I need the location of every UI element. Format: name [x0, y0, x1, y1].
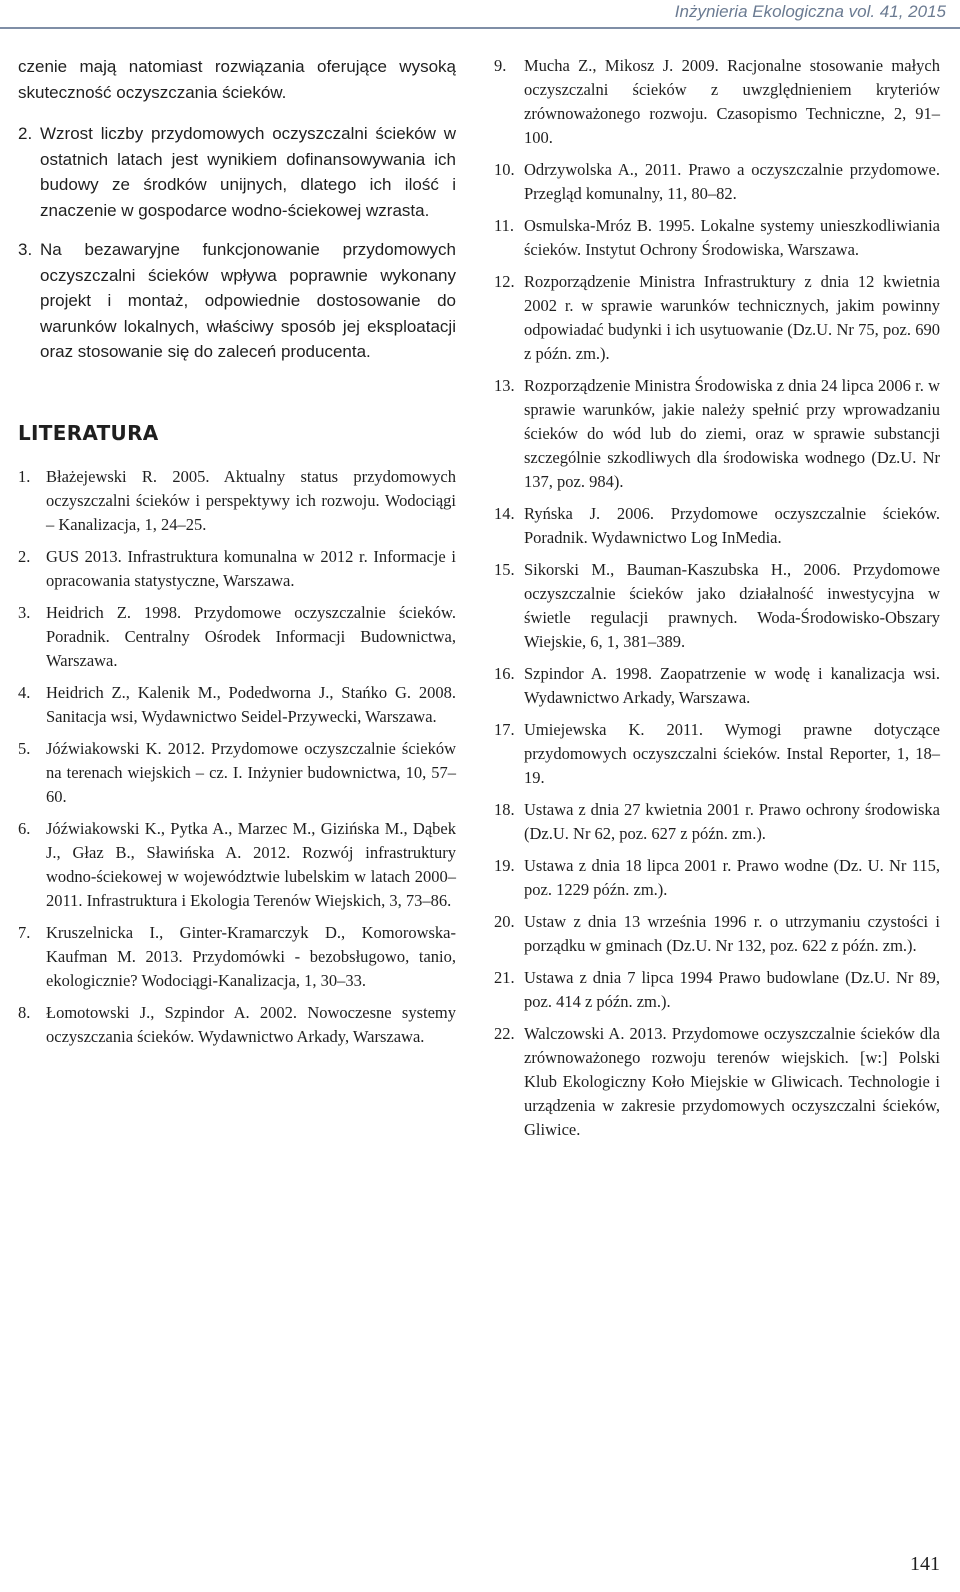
reference-item [494, 558, 940, 654]
reference-text: Heidrich Z. 1998. Przydomowe oczyszczalnie ścieków. Poradnik. Centralny Ośrodek Informacji Budownictwa, Warszawa. [46, 602, 456, 670]
reference-number: 16. [494, 664, 515, 683]
reference-text: Błażejewski R. 2005. Aktualny status przydomowych oczyszczalni ścieków i perspektywy ich rozwoju. Wodociągi – Kanalizacja, 1, 24–25. [46, 466, 456, 534]
reference-list-right [494, 54, 940, 1142]
reference-number: 17. [494, 720, 515, 739]
reference-item [18, 817, 456, 913]
reference-number: 5. [18, 738, 31, 758]
reference-text: Jóźwiakowski K. 2012. Przydomowe oczyszczalnie ścieków na terenach wiejskich – cz. I. Inżynier budownictwa, 10, 57–60. [46, 738, 456, 806]
header-rule [0, 27, 960, 29]
reference-text: Umiejewska K. 2011. Wymogi prawne dotyczące przydomowych oczyszczalni ścieków. Instal Reporter, 1, 18–19. [524, 720, 940, 787]
reference-text: Heidrich Z., Kalenik M., Podedworna J., Stańko G. 2008. Sanitacja wsi, Wydawnictwo Seidel-Przywecki, Warszawa. [46, 682, 456, 726]
reference-number: 6. [18, 818, 31, 838]
section-heading: LITERATURA [18, 420, 159, 445]
reference-item [494, 214, 940, 262]
reference-text: Ustawa z dnia 7 lipca 1994 Prawo budowlane (Dz.U. Nr 89, poz. 414 z późn. zm.). [524, 968, 940, 1011]
reference-text: Rozporządzenie Ministra Środowiska z dnia 24 lipca 2006 r. w sprawie warunków, jakie należy spełnić przy wprowadzaniu ścieków do wód lub do ziemi, oraz w sprawie substancji szczególnie szkodliwych dla środowiska wodnego (Dz.U. Nr 137, poz. 984). [524, 376, 940, 491]
reference-text: Walczowski A. 2013. Przydomowe oczyszczalnie ścieków dla zrównoważonego rozwoju terenów wiejskich. [w:] Polski Klub Ekologiczny Koło Miejskie w Gliwicach. Technologie i urządzenia w zakresie przydomowych oczyszczalni ścieków, Gliwice. [524, 1024, 940, 1139]
reference-text: Ryńska J. 2006. Przydomowe oczyszczalnie ścieków. Poradnik. Wydawnictwo Log InMedia. [524, 504, 940, 547]
reference-number: 9. [494, 56, 507, 75]
reference-number: 22. [494, 1024, 515, 1043]
point-text: Na bezawaryjne funkcjonowanie przydomowych oczyszczalni ścieków wpływa poprawnie wykonany projekt i montaż, odpowiednie dostosowanie do warunków lokalnych, właściwy sposób jej eksploatacji oraz stosowanie się do zaleceń producenta. [40, 240, 456, 361]
reference-number: 2. [18, 546, 31, 566]
reference-text: Ustaw z dnia 13 września 1996 r. o utrzymaniu czystości i porządku w gminach (Dz.U. Nr 132, poz. 622 z późn. zm.). [524, 912, 940, 955]
reference-number: 7. [18, 922, 31, 942]
reference-item [494, 966, 940, 1014]
reference-text: Rozporządzenie Ministra Infrastruktury z dnia 12 kwietnia 2002 r. w sprawie warunków technicznych, jakim powinny odpowiadać budynki i ich usytuowanie (Dz.U. Nr 75, poz. 690 z późn. zm.). [524, 272, 940, 363]
reference-text: Jóźwiakowski K., Pytka A., Marzec M., Gizińska M., Dąbek J., Głaz B., Sławińska A. 2012. Rozwój infrastruktury wodno-ściekowej w województwie lubelskim w latach 2000–2011. Infrastruktura i Ekologia Terenów Wiejskich, 3, 73–86. [46, 818, 456, 910]
reference-text: Osmulska-Mróz B. 1995. Lokalne systemy unieszkodliwiania ścieków. Instytut Ochrony Środowiska, Warszawa. [524, 216, 940, 259]
reference-item [18, 545, 456, 593]
reference-item [494, 158, 940, 206]
reference-text: Ustawa z dnia 27 kwietnia 2001 r. Prawo ochrony środowiska (Dz.U. Nr 62, poz. 627 z późn. zm.). [524, 800, 940, 843]
reference-item [18, 465, 456, 537]
reference-text: Sikorski M., Bauman-Kaszubska H., 2006. Przydomowe oczyszczalnie ścieków jako działalność inwestycyjna w świetle regulacji prawnych. Woda-Środowisko-Obszary Wiejskie, 6, 1, 381–389. [524, 560, 940, 651]
reference-text: Mucha Z., Mikosz J. 2009. Racjonalne stosowanie małych oczyszczalni ścieków z uwzględnieniem kryteriów zrównoważonego rozwoju. Czasopismo Techniczne, 2, 91–100. [524, 56, 940, 147]
conclusion-point [18, 237, 456, 365]
reference-list-left [18, 465, 456, 1049]
reference-text: Szpindor A. 1998. Zaopatrzenie w wodę i kanalizacja wsi. Wydawnictwo Arkady, Warszawa. [524, 664, 940, 707]
reference-number: 13. [494, 376, 515, 395]
reference-text: Kruszelnicka I., Ginter-Kramarczyk D., Komorowska-Kaufman M. 2013. Przydomówki - bezobsługowo, tanio, ekologicznie? Wodociągi-Kanalizacja, 1, 30–33. [46, 922, 456, 990]
reference-number: 1. [18, 466, 31, 486]
reference-item [494, 1022, 940, 1142]
reference-number: 18. [494, 800, 515, 819]
reference-item [494, 502, 940, 550]
reference-number: 14. [494, 504, 515, 523]
reference-text: GUS 2013. Infrastruktura komunalna w 2012 r. Informacje i opracowania statystyczne, Warszawa. [46, 546, 456, 590]
reference-number: 12. [494, 272, 515, 291]
point-text: Wzrost liczby przydomowych oczyszczalni ścieków w ostatnich latach jest wynikiem dofinansowywania ich budowy ze środków unijnych, dlatego ich ilość i znaczenie w gospodarce wodno-ściekowej wzrasta. [40, 124, 456, 220]
reference-item [18, 601, 456, 673]
reference-number: 8. [18, 1002, 31, 1022]
reference-number: 10. [494, 160, 515, 179]
reference-number: 19. [494, 856, 515, 875]
reference-number: 15. [494, 560, 515, 579]
reference-item [494, 798, 940, 846]
reference-text: Ustawa z dnia 18 lipca 2001 r. Prawo wodne (Dz. U. Nr 115, poz. 1229 późn. zm.). [524, 856, 940, 899]
left-column [18, 54, 456, 1057]
reference-item [18, 921, 456, 993]
reference-number: 21. [494, 968, 515, 987]
reference-item [494, 910, 940, 958]
reference-text: Odrzywolska A., 2011. Prawo a oczyszczalnie przydomowe. Przegląd komunalny, 11, 80–82. [524, 160, 940, 203]
page-number: 141 [910, 1553, 940, 1575]
continuation-paragraph: czenie mają natomiast rozwiązania oferujące wysoką skuteczność oczyszczania ścieków. [18, 57, 456, 102]
reference-item [18, 737, 456, 809]
right-column [494, 54, 940, 1150]
reference-item [494, 54, 940, 150]
reference-item [18, 681, 456, 729]
point-number: 2. [18, 124, 33, 143]
reference-text: Łomotowski J., Szpindor A. 2002. Nowoczesne systemy oczyszczania ścieków. Wydawnictwo Arkady, Warszawa. [46, 1002, 456, 1046]
reference-number: 3. [18, 602, 31, 622]
reference-item [494, 854, 940, 902]
conclusion-point [18, 121, 456, 223]
reference-item [494, 662, 940, 710]
point-number: 3. [18, 240, 33, 259]
reference-number: 11. [494, 216, 515, 235]
reference-item [494, 270, 940, 366]
journal-header: Inżynieria Ekologiczna vol. 41, 2015 [674, 2, 946, 21]
reference-item [494, 718, 940, 790]
reference-item [18, 1001, 456, 1049]
reference-item [494, 374, 940, 494]
reference-number: 20. [494, 912, 515, 931]
reference-number: 4. [18, 682, 31, 702]
